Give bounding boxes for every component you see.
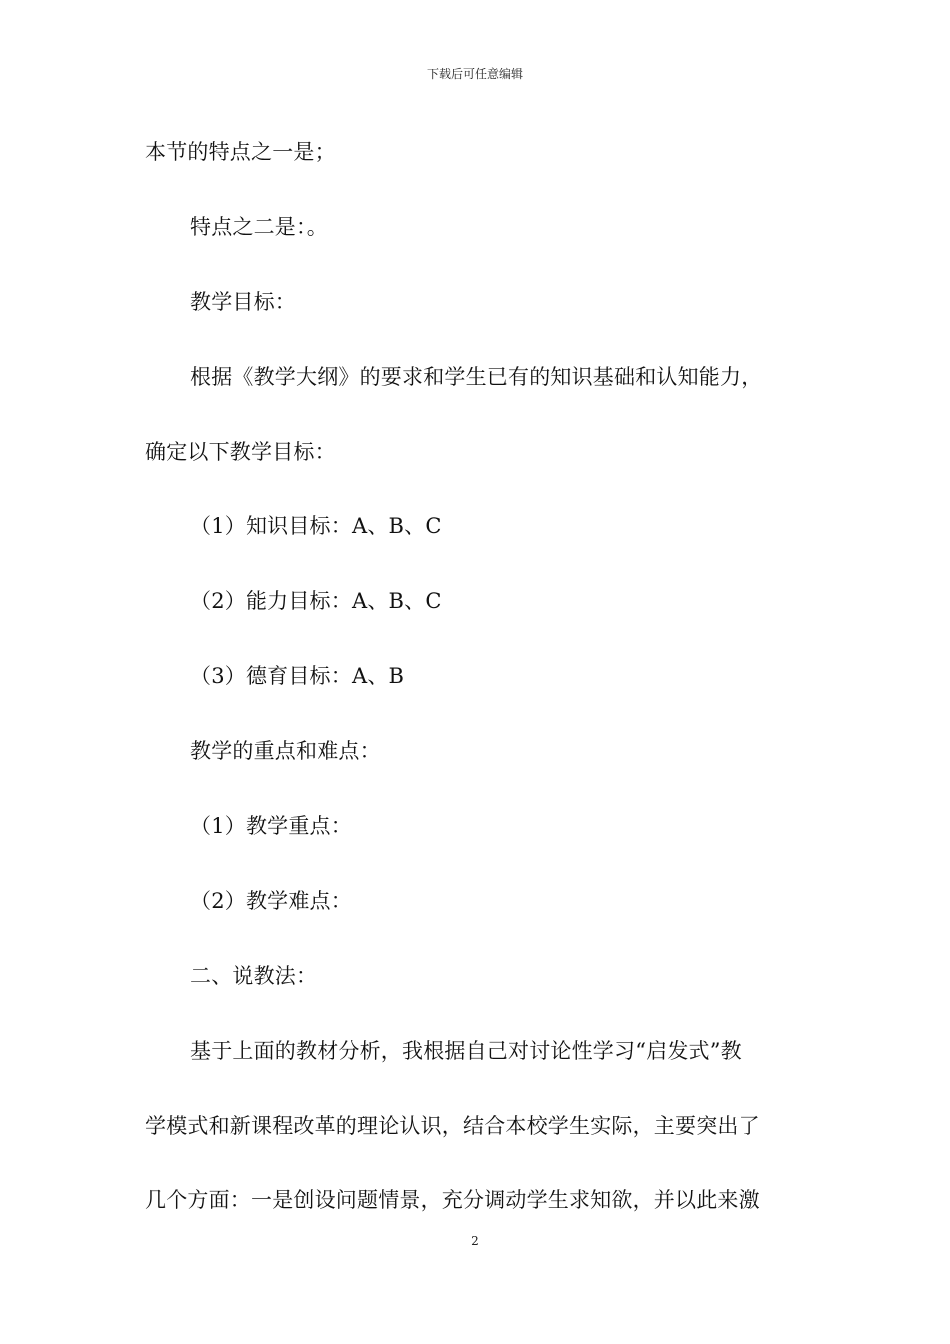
page-header: 下载后可任意编辑 [426,67,523,81]
text-line: 确定以下教学目标： [145,440,336,464]
text-line: 本节的特点之一是； [145,140,336,164]
section-heading: 二、说教法： [190,964,318,988]
section-heading: 教学的重点和难点： [190,739,381,763]
list-item: （2）教学难点： [190,889,352,913]
text-line: 学模式和新课程改革的理论认识，结合本校学生实际，主要突出了 [145,1114,760,1138]
text-line: 基于上面的教材分析，我根据自己对讨论性学习“启发式”教 [190,1039,742,1063]
text-line: 根据《教学大纲》的要求和学生已有的知识基础和认知能力， [190,365,763,389]
section-heading: 教学目标： [190,290,296,314]
list-item: （1）教学重点： [190,814,352,838]
list-item: （2）能力目标：A、B、C [190,589,442,613]
text-line: 几个方面：一是创设问题情景，充分调动学生求知欲，并以此来激 [145,1188,760,1212]
text-line: 特点之二是：。 [190,215,328,239]
list-item: （3）德育目标：A、B [190,664,405,688]
list-item: （1）知识目标：A、B、C [190,514,442,538]
page-number: 2 [471,1234,479,1248]
